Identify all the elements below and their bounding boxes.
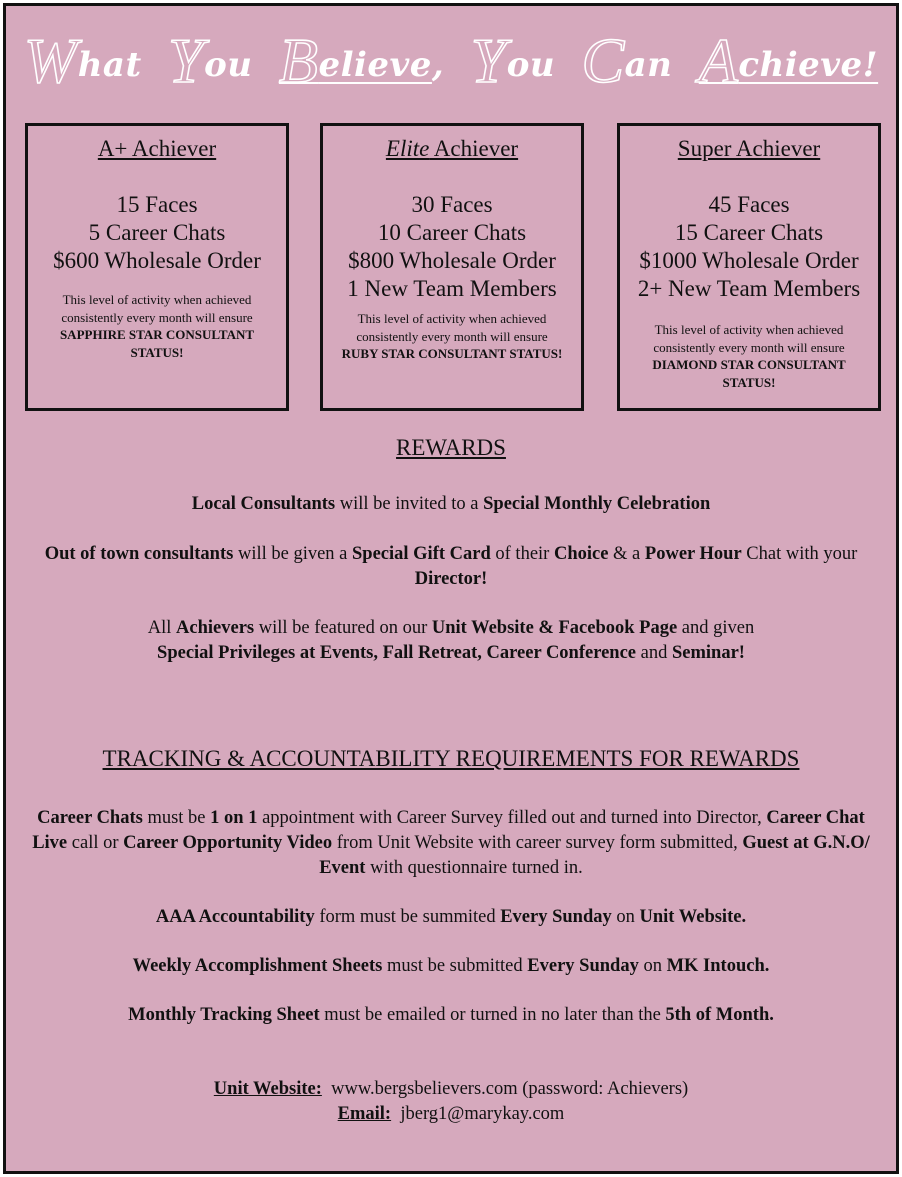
- tracking-paragraph: [26, 1003, 876, 1028]
- level-note: [620, 321, 878, 391]
- text: & a: [608, 544, 645, 564]
- bold-text: AAA Accountability: [155, 907, 315, 927]
- bold-text: 5th of Month.: [665, 1005, 774, 1025]
- tracking-paragraph: [26, 806, 876, 881]
- text: call or: [67, 833, 124, 853]
- bold-text: Special Monthly Celebration: [483, 494, 711, 514]
- text: with questionnaire turned in.: [365, 858, 583, 878]
- bold-text: Unit Website & Facebook Page: [431, 618, 678, 638]
- level-status: RUBY STAR CONSULTANT STATUS!: [341, 346, 563, 361]
- title-word: ou: [506, 45, 556, 85]
- title-word: hat: [77, 45, 142, 85]
- text: must be: [142, 808, 211, 828]
- bold-text: Weekly Accomplishment Sheets: [132, 956, 383, 976]
- title-underlined-word: [278, 25, 432, 96]
- requirement-line: 1 New Team Members: [347, 276, 557, 301]
- level-title-text: A+ Achiever: [97, 136, 217, 161]
- text: will be invited to a: [335, 494, 484, 514]
- title-initial: C: [581, 25, 625, 96]
- requirement-line: 45 Faces: [708, 192, 790, 217]
- level-note: [323, 310, 581, 363]
- text: on: [611, 907, 640, 927]
- bold-text: Unit Website.: [639, 907, 747, 927]
- title-underlined-word: [698, 25, 879, 96]
- bold-text: Career Chats: [37, 808, 143, 828]
- level-note-text: This level of activity when achieved consistently every month will ensure: [653, 322, 845, 355]
- text: from Unit Website with career survey form submitted,: [332, 833, 743, 853]
- requirement-line: 15 Career Chats: [674, 220, 824, 245]
- requirement-line: 2+ New Team Members: [637, 276, 861, 301]
- tracking-paragraph: [26, 905, 876, 930]
- bold-text: Local Consultants: [191, 494, 336, 514]
- flyer-page: [3, 3, 899, 1174]
- title-word: elieve: [318, 45, 432, 85]
- bold-text: Career Opportunity Video: [123, 833, 333, 853]
- website-line: [26, 1077, 876, 1102]
- level-requirements: [28, 191, 286, 275]
- title-word: ou: [204, 45, 253, 85]
- text: Chat with your: [741, 544, 858, 564]
- title-initial: B: [278, 25, 319, 96]
- bold-text: Special Privileges at Events, Fall Retreat, Career Conference: [157, 643, 637, 663]
- level-requirements: [323, 191, 581, 303]
- title-word: an: [624, 45, 673, 85]
- email-label: Email:: [337, 1104, 392, 1124]
- bold-text: 1 on 1: [210, 808, 258, 828]
- text: will be given a: [233, 544, 353, 564]
- level-status: DIAMOND STAR CONSULTANT STATUS!: [652, 357, 846, 390]
- bold-text: Director!: [414, 569, 488, 589]
- rewards-line: [26, 641, 876, 666]
- bold-text: Seminar!: [672, 643, 745, 663]
- text: All: [147, 618, 177, 638]
- level-title-emphasis: Elite: [385, 136, 430, 161]
- text: and: [636, 643, 672, 663]
- level-box-elite: [320, 123, 584, 411]
- level-requirements: [620, 191, 878, 303]
- bold-text: Choice: [553, 544, 609, 564]
- bold-text: Out of town consultants: [44, 544, 234, 564]
- bold-text: Career Chat Live: [32, 808, 865, 853]
- requirement-line: 30 Faces: [411, 192, 493, 217]
- rewards-paragraph: [26, 542, 876, 592]
- email-value[interactable]: jberg1@marykay.com: [391, 1104, 565, 1124]
- level-title: [28, 135, 286, 163]
- tracking-heading: TRACKING & ACCOUNTABILITY REQUIREMENTS FOR REWARDS: [102, 746, 800, 771]
- bold-text: Monthly Tracking Sheet: [128, 1005, 320, 1025]
- bold-text: Power Hour: [644, 544, 742, 564]
- bold-text: Every Sunday: [527, 956, 639, 976]
- title-initial: Y: [470, 25, 507, 96]
- rewards-line: [26, 616, 876, 641]
- title-initial: Y: [168, 25, 205, 96]
- bold-text: MK Intouch.: [666, 956, 770, 976]
- requirement-line: $800 Wholesale Order: [348, 248, 556, 273]
- contact-block: [26, 1077, 876, 1127]
- text: must be submitted: [382, 956, 528, 976]
- level-title: [323, 135, 581, 163]
- page-title: [6, 16, 896, 106]
- level-box-a-plus: [25, 123, 289, 411]
- requirement-line: 10 Career Chats: [377, 220, 527, 245]
- requirement-line: $600 Wholesale Order: [53, 248, 261, 273]
- text: on: [638, 956, 667, 976]
- text: will be featured on our: [254, 618, 432, 638]
- text: form must be summited: [314, 907, 501, 927]
- level-note-text: This level of activity when achieved consistently every month will ensure: [61, 292, 253, 325]
- website-value[interactable]: www.bergsbelievers.com (password: Achievers): [321, 1079, 689, 1099]
- text: of their: [490, 544, 554, 564]
- requirement-line: 15 Faces: [116, 192, 198, 217]
- rewards-heading: REWARDS: [396, 435, 506, 460]
- rewards-paragraph: [26, 616, 876, 666]
- bold-text: Achievers: [176, 618, 255, 638]
- level-note: [28, 291, 286, 361]
- level-box-super: [617, 123, 881, 411]
- bold-text: Guest at G.N.O/ Event: [319, 833, 870, 878]
- title-initial: A: [698, 25, 739, 96]
- text: must be emailed or turned in no later than the: [319, 1005, 666, 1025]
- title-word: chieve!: [738, 45, 879, 85]
- email-line: [26, 1102, 876, 1127]
- level-title: [620, 135, 878, 163]
- text: and given: [677, 618, 755, 638]
- requirement-line: 5 Career Chats: [88, 220, 226, 245]
- rewards-paragraph: [26, 492, 876, 517]
- bold-text: Special Gift Card: [352, 544, 491, 564]
- bold-text: Every Sunday: [500, 907, 612, 927]
- tracking-paragraph: [26, 954, 876, 979]
- text: appointment with Career Survey filled out and turned into Director,: [257, 808, 767, 828]
- title-initial: W: [23, 25, 78, 96]
- level-title-text: Super Achiever: [677, 136, 821, 161]
- level-title-text: Achiever: [429, 136, 519, 161]
- level-note-text: This level of activity when achieved consistently every month will ensure: [356, 311, 548, 344]
- title-comma: ,: [431, 45, 445, 85]
- requirement-line: $1000 Wholesale Order: [639, 248, 859, 273]
- level-status: SAPPHIRE STAR CONSULTANT STATUS!: [59, 327, 255, 360]
- website-label: Unit Website:: [213, 1079, 322, 1099]
